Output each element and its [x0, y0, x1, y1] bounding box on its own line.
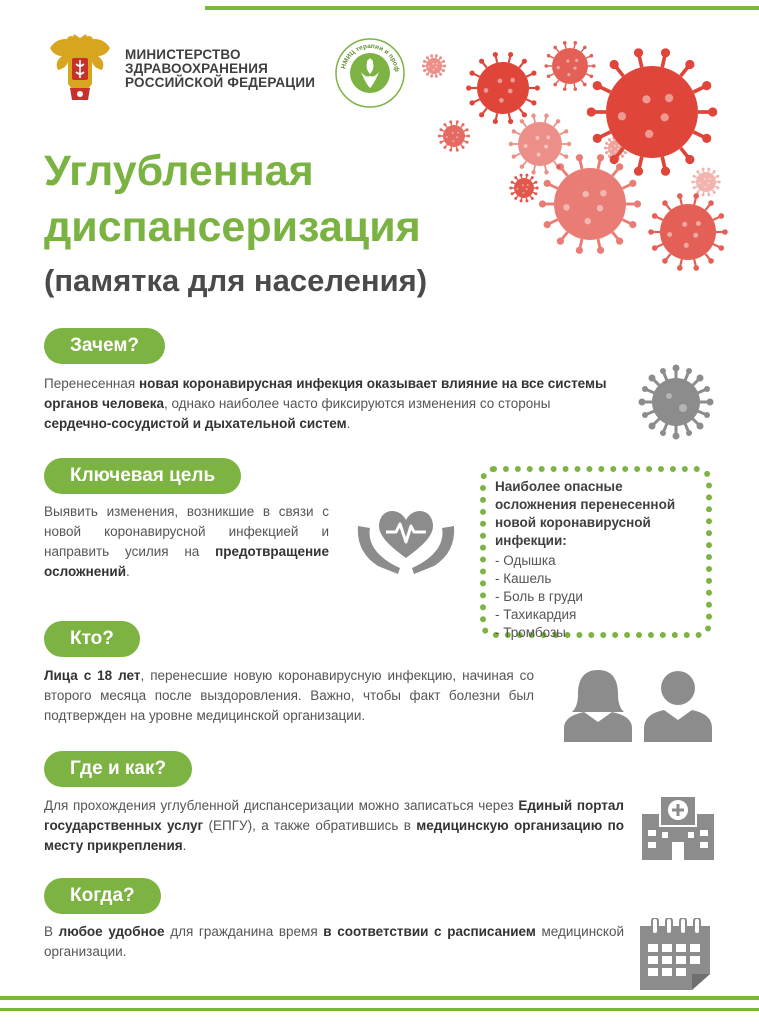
list-item: - Кашель [495, 570, 583, 588]
why-text-3: . [346, 416, 351, 431]
coat-of-arms-icon [44, 32, 116, 108]
ministry-line-2: ЗДРАВООХРАНЕНИЯ [125, 61, 269, 76]
where-text-3: . [182, 838, 187, 853]
virus-shape [587, 48, 718, 176]
bottom-divider [0, 996, 759, 1000]
virus-shape [509, 174, 538, 203]
title-line-2: диспансеризация [44, 203, 421, 251]
when-bold-1: любое удобное [58, 924, 165, 939]
calendar-icon [640, 918, 710, 990]
virus-shape [438, 120, 470, 151]
coronavirus-icon [636, 362, 716, 442]
top-divider [205, 6, 759, 10]
virus-shape [544, 41, 595, 91]
goal-text-2: . [126, 564, 130, 579]
section-heading-where: Где и как? [44, 751, 192, 787]
when-bold-2: в соответствии с расписанием [323, 924, 536, 939]
virus-shape [466, 52, 540, 124]
goal-bold-1: предотвращение осложнений [44, 544, 329, 579]
title-line-1: Углубленная [44, 147, 314, 195]
ministry-name [125, 48, 315, 90]
complications-list [495, 552, 583, 642]
coronavirus-illustration [420, 36, 740, 276]
virus-shape [648, 193, 728, 271]
nmic-logo-icon [333, 36, 407, 110]
ministry-line-3: РОССИЙСКОЙ ФЕДЕРАЦИИ [125, 75, 316, 90]
section-text-goal [44, 502, 329, 582]
list-item: - Одышка [495, 552, 583, 570]
list-item: - Тахикардия [495, 606, 583, 624]
section-heading-why: Зачем? [44, 328, 165, 364]
svg-text:НМИЦ терапии и профилактическо: НМИЦ терапии и проф [340, 42, 401, 73]
why-text-1: Перенесенная [44, 376, 139, 391]
section-text-why [44, 374, 614, 434]
why-bold-1: новая коронавирусная инфекция оказывает влияние на все системы органов человека [44, 376, 607, 411]
section-text-who [44, 666, 534, 726]
where-text-2: (ЕПГУ), а также обратившись в [203, 818, 417, 833]
where-text-1: Для прохождения углубленной диспансеризации можно записаться через [44, 798, 519, 813]
who-bold-1: Лица с 18 лет [44, 668, 141, 683]
ministry-line-1: МИНИСТЕРСТВО [125, 47, 241, 62]
list-item: - Боль в груди [495, 588, 583, 606]
heart-in-hands-icon [354, 496, 458, 576]
people-icon [560, 666, 720, 742]
why-text-2: , однако наиболее часто фиксируются изменения со стороны [163, 396, 551, 411]
section-text-where [44, 796, 624, 856]
goal-text-1: Выявить изменения, возникшие в связи с новой коронавирусной инфекцией и направить усилия на [44, 504, 329, 559]
where-bold-1: Единый портал государственных услуг [44, 798, 624, 833]
why-bold-2: сердечно-сосудистой и дыхательной систем [44, 416, 347, 431]
where-bold-2: медицинскую организацию по месту прикрепления [44, 818, 624, 853]
list-item: - Тромбозы [495, 624, 583, 642]
section-text-when [44, 922, 624, 962]
section-heading-goal: Ключевая цель [44, 458, 241, 494]
when-text-1: В [44, 924, 59, 939]
page-subtitle: (памятка для населения) [44, 263, 428, 298]
virus-shape [691, 168, 720, 197]
complications-title: Наиболее опасные осложнения перенесенной новой коронавирусной инфекции: [495, 479, 676, 548]
page-title [44, 143, 421, 255]
who-text-1: , перенесшие новую коронавирусную инфекцию, начиная со второго месяца после выздоровления. Важно, чтобы факт болезни был подтвержден на уровне медицинской организации. [44, 668, 535, 723]
section-heading-when: Когда? [44, 878, 161, 914]
hospital-icon [642, 796, 714, 860]
when-text-2: для гражданина время [164, 924, 324, 939]
when-text-3: медицинской организации. [44, 924, 625, 959]
bottom-divider-thin [0, 1008, 759, 1011]
virus-shape [422, 54, 446, 78]
section-heading-who: Кто? [44, 621, 140, 657]
virus-shape [539, 154, 641, 254]
